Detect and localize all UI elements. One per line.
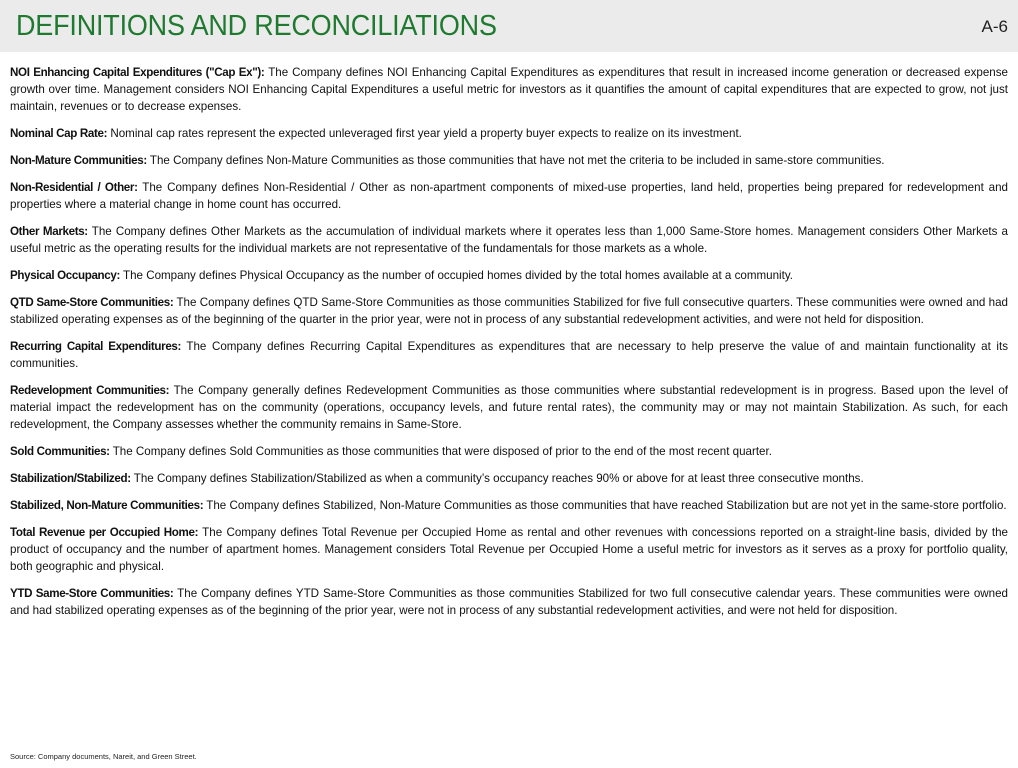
definition-item (10, 443, 1008, 460)
definition-text: The Company defines Total Revenue per Occupied Home as rental and other revenues with concessions reported on a straight-line basis, divided by the product of occupancy and the number of apartment homes. Management considers Total Revenue per Occupied Home a useful metric for investors as it serves as a proxy for portfolio quality, both geographic and physical. (10, 526, 1008, 573)
definitions-list (10, 64, 1008, 629)
source-footnote: Source: Company documents, Nareit, and Green Street. (10, 752, 197, 761)
definition-text: The Company defines NOI Enhancing Capital Expenditures as expenditures that result in increased income generation or decreased expense growth over time. Management considers NOI Enhancing Capital Expenditures a useful metric for investors as it quantifies the amount of capital expenditures that are expected to grow, not just maintain, revenues or to decrease expenses. (10, 66, 1009, 113)
definition-text: The Company defines Sold Communities as those communities that were disposed of prior to the end of the most recent quarter. (109, 445, 772, 458)
definition-text: The Company defines Other Markets as the accumulation of individual markets where it operates less than 1,000 Same-Store homes. Management considers Other Markets a useful metric as the operating results for the individual markets are not representative of the fundamentals for those markets as a whole. (10, 225, 1008, 255)
definition-item (10, 294, 1008, 328)
definition-term: Other Markets: (10, 225, 88, 238)
definition-item (10, 497, 1008, 514)
definition-item (10, 585, 1008, 619)
definition-text: The Company defines Non-Mature Communities as those communities that have not met the criteria to be included in same-store communities. (146, 154, 885, 167)
definition-term: Total Revenue per Occupied Home: (10, 526, 199, 539)
definition-term: NOI Enhancing Capital Expenditures ("Cap Ex"): (10, 66, 265, 79)
page-title: DEFINITIONS AND RECONCILIATIONS (16, 10, 497, 42)
definition-item (10, 338, 1008, 372)
definition-text: The Company defines Stabilization/Stabilized as when a community’s occupancy reaches 90% or above for at least three consecutive months. (130, 472, 864, 485)
definition-item (10, 223, 1008, 257)
definition-text: The Company defines Physical Occupancy as the number of occupied homes divided by the total homes available at a community. (119, 269, 793, 282)
definition-term: QTD Same-Store Communities: (10, 296, 174, 309)
definition-item (10, 382, 1008, 433)
definition-term: Sold Communities: (10, 445, 110, 458)
header-bar (0, 0, 1018, 52)
definition-text: The Company generally defines Redevelopment Communities as those communities where substantial redevelopment is in progress. Based upon the level of material impact the redevelopment has on the community (operations, occupancy levels, and future rental rates), the community may or may not maintain Stabilization. As such, for each redevelopment, the Company assesses whether the community remains in Same-Store. (10, 384, 1009, 431)
definition-text: The Company defines YTD Same-Store Communities as those communities Stabilized for two full consecutive calendar years. These communities were owned and had stabilized operating expenses as of the beginning of the prior year, were not in process of any substantial redevelopment activities, and were not held for disposition. (10, 587, 1008, 617)
definition-text: The Company defines QTD Same-Store Communities as those communities Stabilized for five full consecutive quarters. These communities were owned and had stabilized operating expenses as of the beginning of the quarter in the prior year, were not in process of any substantial redevelopment activities, and were not held for disposition. (10, 296, 1008, 326)
definition-text: The Company defines Non-Residential / Other as non-apartment components of mixed-use properties, land held, properties being prepared for redevelopment and properties where a material change in home count has occurred. (10, 181, 1008, 211)
definition-term: YTD Same-Store Communities: (10, 587, 174, 600)
page-number: A-6 (981, 17, 1008, 36)
definition-term: Stabilization/Stabilized: (10, 472, 131, 485)
definition-term: Non-Residential / Other: (10, 181, 138, 194)
definition-item (10, 179, 1008, 213)
definition-item (10, 267, 1008, 284)
definition-item (10, 524, 1008, 575)
definition-text: The Company defines Stabilized, Non-Mature Communities as those communities that have reached Stabilization but are not yet in the same-store portfolio. (203, 499, 1007, 512)
definition-item (10, 125, 1008, 142)
definition-term: Redevelopment Communities: (10, 384, 170, 397)
definition-term: Recurring Capital Expenditures: (10, 340, 182, 353)
definition-term: Nominal Cap Rate: (10, 127, 108, 140)
definition-term: Stabilized, Non-Mature Communities: (10, 499, 204, 512)
definition-text: Nominal cap rates represent the expected unleveraged first year yield a property buyer expects to realize on its investment. (107, 127, 742, 140)
definition-text: The Company defines Recurring Capital Expenditures as expenditures that are necessary to help preserve the value of and maintain functionality at its communities. (10, 340, 1008, 370)
definition-item (10, 470, 1008, 487)
definition-term: Non-Mature Communities: (10, 154, 147, 167)
definition-item (10, 152, 1008, 169)
definition-term: Physical Occupancy: (10, 269, 120, 282)
definition-item (10, 64, 1008, 115)
